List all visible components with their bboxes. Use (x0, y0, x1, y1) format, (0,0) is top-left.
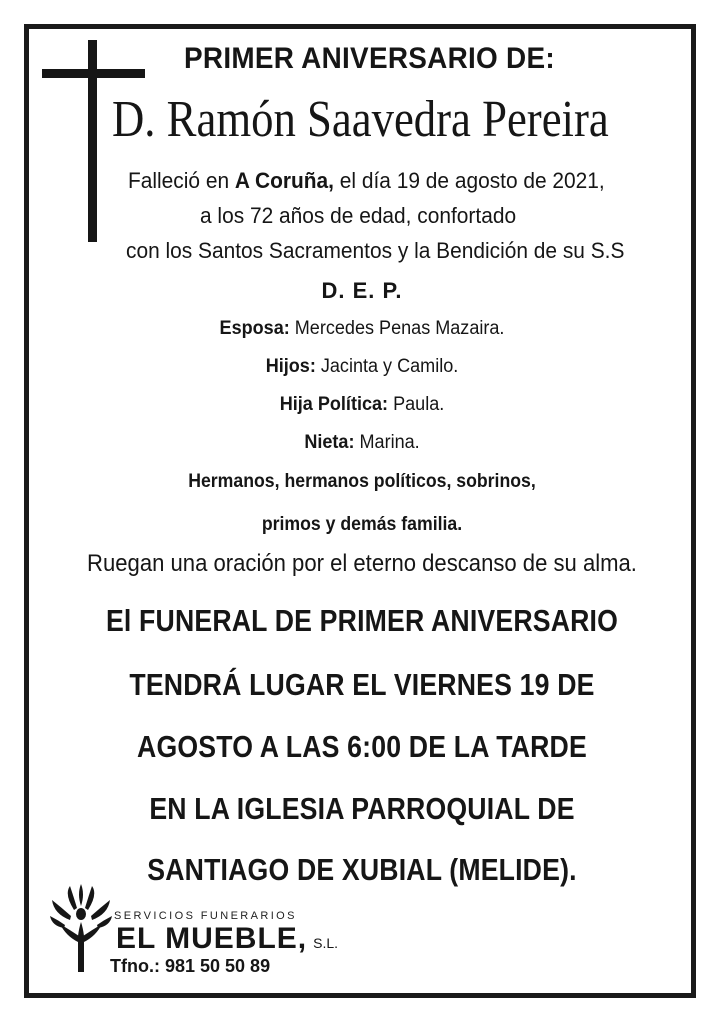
logo-tagline: SERVICIOS FUNERARIOS (114, 910, 297, 922)
notice-heading: PRIMER ANIVERSARIO DE: (184, 42, 555, 75)
funeral-line: EN LA IGLESIA PARROQUIAL DE (149, 791, 575, 826)
funeral-line: TENDRÁ LUGAR EL VIERNES 19 DE (129, 667, 595, 702)
family-value: Paula. (388, 394, 445, 415)
death-place: A Coruña, (234, 168, 334, 193)
funeral-line: SANTIAGO DE XUBIAL (MELIDE). (147, 852, 577, 887)
dep-line: D. E. P. (321, 278, 403, 303)
family-granddaughter (18, 432, 706, 454)
family-value: Jacinta y Camilo. (315, 356, 459, 377)
relatives-line: Hermanos, hermanos políticos, sobrinos, (188, 471, 536, 492)
family-label: Hija Política: (279, 394, 389, 415)
age-line: a los 72 años de edad, confortado (200, 203, 517, 228)
death-info-line (128, 168, 605, 194)
family-value: Marina. (354, 432, 420, 453)
family-label: Nieta: (304, 432, 355, 453)
relatives-line: primos y demás familia. (261, 514, 463, 535)
funeral-line: AGOSTO A LAS 6:00 DE LA TARDE (137, 729, 587, 764)
family-label: Esposa: (219, 318, 290, 339)
family-label: Hijos: (265, 356, 316, 377)
family-daughter-in-law (18, 394, 706, 416)
logo-suffix: S.L. (313, 935, 339, 951)
tree-logo-icon (50, 884, 112, 974)
cross-horizontal-bar (42, 69, 145, 78)
logo-name-text: EL MUEBLE, (116, 922, 308, 955)
family-value: Mercedes Penas Mazaira. (289, 318, 505, 339)
sacraments-line: con los Santos Sacramentos y la Bendición de su S.S (126, 238, 625, 263)
family-children (18, 356, 706, 378)
death-prefix: Falleció en (128, 168, 235, 193)
deceased-name: D. Ramón Saavedra Pereira (112, 91, 609, 148)
logo-name (116, 922, 338, 956)
death-suffix: el día 19 de agosto de 2021, (333, 168, 605, 193)
family-spouse (18, 318, 706, 340)
logo-phone: Tfno.: 981 50 50 89 (110, 956, 271, 976)
funeral-line: El FUNERAL DE PRIMER ANIVERSARIO (105, 603, 619, 638)
prayer-line: Ruegan una oración por el eterno descanso de su alma. (87, 550, 637, 577)
